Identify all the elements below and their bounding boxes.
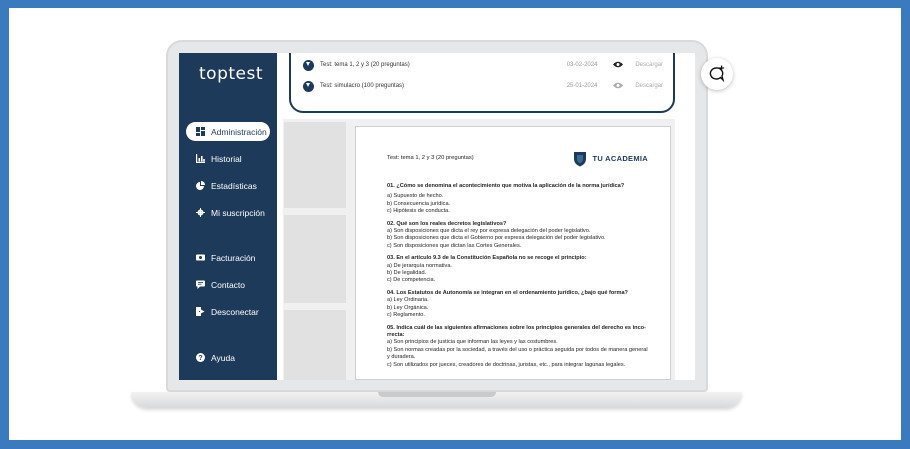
laptop-screen	[179, 53, 695, 380]
download-icon[interactable]	[303, 81, 314, 92]
question-option: b) Ley Orgánica.	[387, 304, 429, 311]
page-thumbnail[interactable]	[284, 122, 346, 208]
sidebar-item-facturacion[interactable]	[186, 248, 270, 267]
sidebar	[179, 53, 277, 380]
payment-icon	[196, 253, 205, 262]
test-name: Test: simulacro (100 preguntas)	[320, 83, 405, 89]
question-option: b) De legalidad.	[387, 270, 427, 277]
question	[387, 183, 648, 216]
sidebar-item-label: Desconectar	[211, 306, 259, 317]
sidebar-item-label: Ayuda	[211, 352, 235, 363]
pie-chart-icon	[196, 181, 205, 190]
document-header	[387, 147, 648, 171]
sidebar-item-contacto[interactable]	[186, 275, 270, 294]
sidebar-item-label: Contacto	[211, 279, 246, 290]
test-row	[303, 78, 663, 94]
bar-chart-icon	[196, 154, 205, 163]
question-option: a) Supuesto de hecho.	[387, 193, 444, 200]
eye-icon[interactable]	[613, 82, 625, 91]
laptop-notch	[378, 392, 496, 397]
sidebar-item-label: Administración	[211, 126, 267, 137]
question-option: a) Ley Ordinaria.	[387, 297, 429, 304]
question-option: c) Reglamento.	[387, 312, 425, 319]
sidebar-item-mi-suscripcion[interactable]	[186, 203, 270, 222]
question	[387, 255, 648, 285]
question	[387, 221, 648, 251]
test-name: Test: tema 1, 2 y 3 (20 preguntas)	[320, 62, 410, 68]
sidebar-item-estadisticas[interactable]	[186, 176, 270, 195]
question-title: 02. Qué son los reales decretos legislativos?	[387, 220, 507, 227]
question-option: a) Son principios de justicia que informan las leyes y las costumbres.	[387, 339, 558, 346]
question-option: b) Son normas creadas por la sociedad, a través del uso o práctica seguida por todos de manera general y duradera.	[387, 346, 648, 361]
tests-panel	[289, 53, 675, 113]
document-preview	[355, 126, 671, 380]
page-thumbnail[interactable]	[284, 215, 346, 303]
sidebar-item-desconectar[interactable]	[186, 302, 270, 321]
question	[387, 325, 648, 369]
document-title: Test: tema 1, 2 y 3 (20 preguntas)	[387, 155, 474, 162]
question-option: c) De competencia.	[387, 277, 436, 284]
academy-name: TU ACADEMIA	[592, 154, 648, 164]
download-link[interactable]: Descargar	[635, 62, 663, 68]
logout-icon	[196, 307, 205, 316]
test-date: 25-01-2024	[566, 83, 598, 89]
chat-icon	[196, 280, 205, 289]
question-option: c) Son disposiciones que dictan las Cortes Generales.	[387, 242, 522, 249]
question-option: b) Consecuencia jurídica.	[387, 200, 451, 207]
test-row	[303, 57, 663, 73]
question-option: c) Hipótesis de conducta.	[387, 208, 450, 215]
download-icon[interactable]	[303, 60, 314, 71]
question	[387, 290, 648, 320]
question-option: a) Son disposiciones que dicta el rey por expresa delegación del poder legislativo.	[387, 228, 591, 235]
sidebar-item-historial[interactable]	[186, 149, 270, 168]
chat-add-icon	[708, 65, 726, 83]
question-title: 04. Los Estatutos de Autonomía se integran en el ordenamiento jurídico, ¿bajo qué forma?	[387, 289, 628, 296]
page-thumbnail[interactable]	[284, 310, 346, 380]
question-title: 05. Indica cuál de las siguientes afirmaciones sobre los principios generales del derecho es inco-rrecta:	[387, 324, 646, 338]
chat-button[interactable]	[701, 58, 733, 90]
sidebar-item-label: Historial	[211, 153, 242, 164]
test-date: 03-02-2024	[566, 62, 598, 68]
dashboard-icon	[196, 127, 205, 136]
sidebar-item-label: Facturación	[211, 252, 256, 263]
question-title: 01. ¿Cómo se denomina el acontecimiento que motiva la aplicación de la norma jurídica?	[387, 183, 625, 189]
sidebar-item-administracion[interactable]	[186, 122, 270, 141]
question-option: b) Son disposiciones que dicta el Gobierno por expresa delegación del poder legislativo.	[387, 235, 606, 242]
question-option: a) De jerarquía normativa.	[387, 262, 452, 269]
eye-icon[interactable]	[613, 61, 625, 70]
download-link[interactable]: Descargar	[635, 83, 663, 89]
sidebar-item-label: Mi suscripción	[211, 207, 265, 218]
sidebar-item-label: Estadísticas	[211, 180, 257, 191]
svg-text:?: ?	[198, 355, 203, 362]
academy-logo	[573, 151, 648, 167]
help-icon	[196, 353, 205, 362]
shield-icon	[573, 151, 587, 167]
gear-icon	[196, 208, 205, 217]
question-option: c) Son utilizados por jueces, creadores de doctrinas, juristas, etc., para integrar lagunas legales.	[387, 361, 626, 368]
sidebar-item-ayuda[interactable]	[186, 348, 270, 367]
app-logo: toptest	[199, 64, 264, 84]
question-title: 03. En el artículo 9.3 de la Constitución Española no se recoge el principio:	[387, 255, 587, 262]
